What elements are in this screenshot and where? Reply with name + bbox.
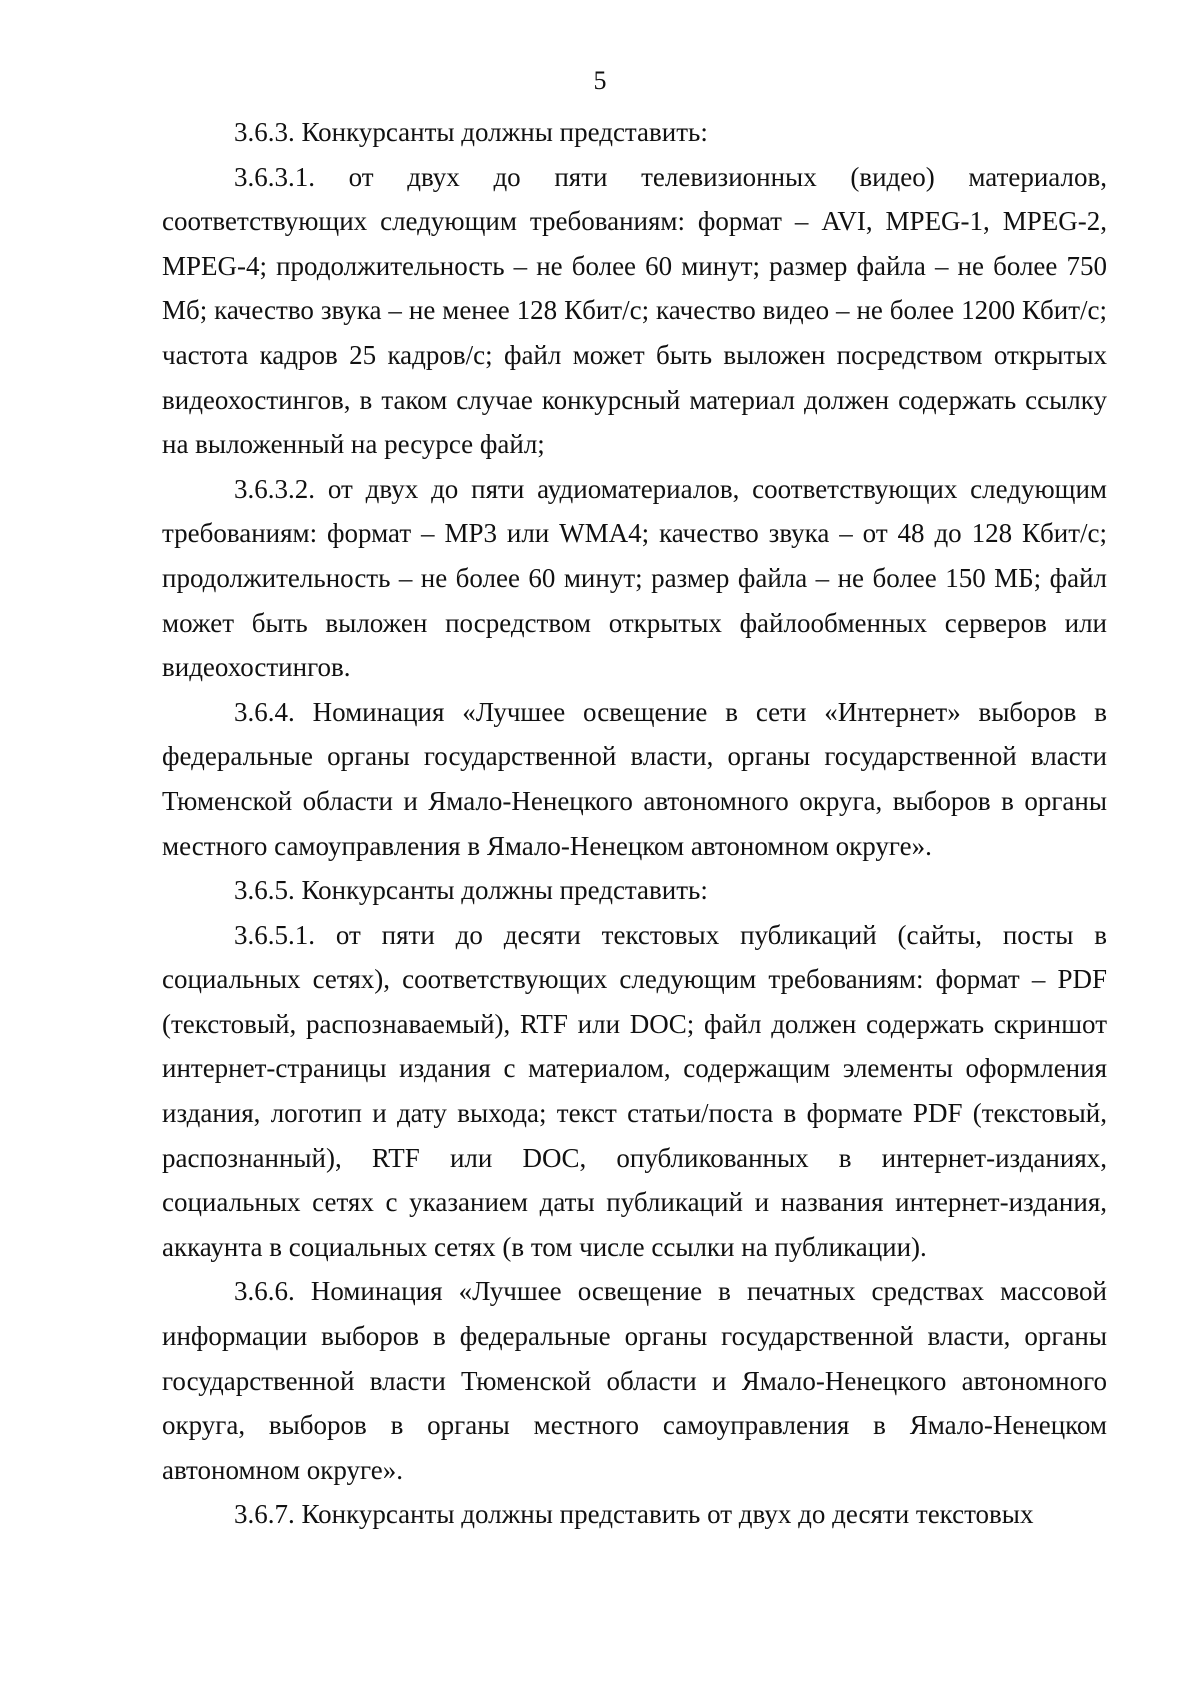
page-number: 5 [593,66,607,95]
paragraph-3-6-6: 3.6.6. Номинация «Лучшее освещение в печатных средствах массовой информации выборов в федеральные органы государственной власти, органы государственной власти Тюменской области и Ямало-Ненецкого автономного округа, выборов в органы местного самоуправления в Ямало-Ненецком автономном округе». [162,1276,1107,1485]
paragraph-3-6-3: 3.6.3. Конкурсанты должны представить: [234,117,708,147]
paragraph-3-6-5-1: 3.6.5.1. от пяти до десяти текстовых публикаций (сайты, посты в социальных сетях), соответствующих следующим требованиям: формат – PDF (текстовый, распознаваемый), RTF или DOC; файл должен содержать скриншот интернет-страницы издания с материалом, содержащим элементы оформления издания, логотип и дату выхода; текст статьи/поста в формате PDF (текстовый, распознанный), RTF или DOC, опубликованных в интернет-изданиях, социальных сетях с указанием даты публикаций и названия интернет-издания, аккаунта в социальных сетях (в том числе ссылки на публикации). [162,919,1107,1262]
paragraph-3-6-3-1: 3.6.3.1. от двух до пяти телевизионных (видео) материалов, соответствующих следующим требованиям: формат – AVI, MPEG-1, MPEG-2, MPEG-4; продолжительность – не более 60 минут; размер файла – не более 750 Мб; качество звука – не менее 128 Кбит/с; качество видео – не более 1200 Кбит/с; частота кадров 25 кадров/с; файл может быть выложен посредством открытых видеохостингов, в таком случае конкурсный материал должен содержать ссылку на выложенный на ресурсе файл; [162,161,1107,460]
paragraph-3-6-4: 3.6.4. Номинация «Лучшее освещение в сети «Интернет» выборов в федеральные органы государственной власти, органы государственной власти Тюменской области и Ямало-Ненецкого автономного округа, выборов в органы местного самоуправления в Ямало-Ненецком автономном округе». [162,696,1107,861]
document-body [162,110,1107,1537]
paragraph-3-6-5: 3.6.5. Конкурсанты должны представить: [234,875,708,906]
paragraph-3-6-7: 3.6.7. Конкурсанты должны представить от двух до десяти текстовых [234,1499,1034,1530]
paragraph-3-6-3-2: 3.6.3.2. от двух до пяти аудиоматериалов, соответствующих следующим требованиям: формат – MP3 или WMA4; качество звука – от 48 до 128 Кбит/с; продолжительность – не более 60 минут; размер файла – не более 150 МБ; файл может быть выложен посредством открытых файлообменных серверов или видеохостингов. [162,473,1107,683]
